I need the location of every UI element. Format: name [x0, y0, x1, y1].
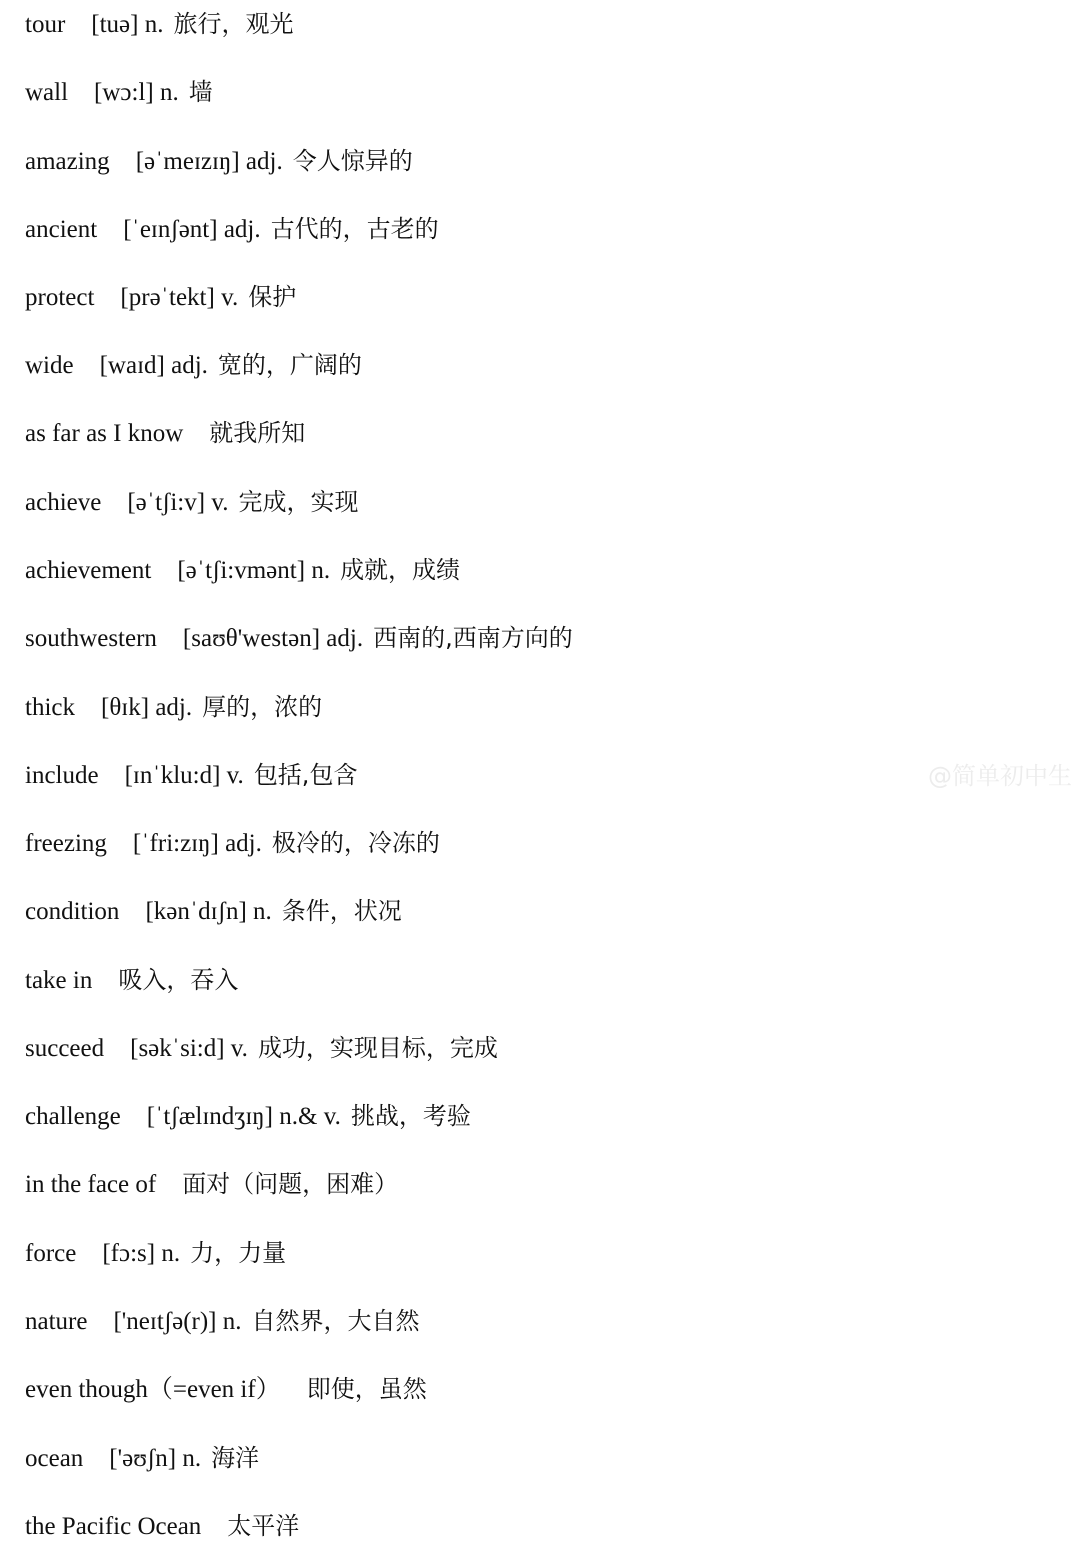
part-of-speech: n.: [253, 898, 272, 925]
part-of-speech: v.: [230, 1035, 248, 1062]
vocab-entry: [25, 277, 296, 317]
definition: 古代的，古老的: [270, 215, 439, 243]
definition: 自然界，大自然: [251, 1307, 420, 1335]
definition: 成功，实现目标，完成: [257, 1034, 498, 1062]
vocab-entry: [25, 1506, 299, 1546]
phonetic: [θɪk]: [101, 694, 150, 721]
vocab-entry: [25, 4, 293, 44]
vocab-entry: [25, 755, 357, 795]
part-of-speech: n.: [144, 11, 164, 38]
vocab-entry: [25, 1369, 427, 1409]
phonetic: ['neɪtʃə(r)]: [113, 1308, 217, 1335]
phonetic: [ˈfri:zɪŋ]: [132, 830, 219, 857]
part-of-speech: v.: [221, 284, 239, 311]
word: protect: [25, 284, 95, 311]
part-of-speech: adj.: [326, 625, 364, 652]
word: as far as I know: [25, 420, 184, 447]
definition: 挑战，考验: [350, 1102, 471, 1130]
vocab-entry: [25, 1233, 286, 1273]
word: wide: [25, 352, 74, 379]
part-of-speech: adj.: [245, 148, 283, 175]
word: take in: [25, 967, 93, 994]
definition: 就我所知: [209, 419, 306, 447]
definition: 即使，虽然: [306, 1375, 427, 1403]
definition: 条件，状况: [281, 897, 402, 925]
vocab-entry: [25, 1164, 398, 1204]
definition: 吸入，吞入: [118, 966, 239, 994]
word: succeed: [25, 1035, 105, 1062]
definition: 墙: [188, 78, 213, 106]
definition: 西南的,西南方向的: [373, 624, 573, 652]
part-of-speech: v.: [226, 762, 244, 789]
part-of-speech: n.: [161, 1240, 181, 1267]
vocab-entry: [25, 550, 460, 590]
vocab-entry: [25, 72, 213, 112]
phonetic: [wɔ:l]: [94, 79, 154, 106]
phonetic: [səkˈsi:d]: [130, 1035, 225, 1062]
phonetic: [saʊθ'westən]: [182, 625, 321, 652]
vocab-entry: [25, 413, 305, 453]
vocab-entry: [25, 687, 322, 727]
definition: 力，力量: [190, 1239, 287, 1267]
definition: 令人惊异的: [292, 147, 413, 175]
part-of-speech: n.: [182, 1445, 202, 1472]
word: freezing: [25, 830, 107, 857]
definition: 宽的，广阔的: [217, 351, 362, 379]
vocab-entry: [25, 960, 238, 1000]
phonetic: [ɪnˈklu:d]: [124, 762, 221, 789]
word: amazing: [25, 148, 110, 175]
word: thick: [25, 694, 75, 721]
part-of-speech: adj.: [223, 216, 261, 243]
vocab-entry: [25, 209, 439, 249]
word: even though（=even if）: [25, 1376, 281, 1403]
part-of-speech: n.& v.: [279, 1103, 341, 1130]
phonetic: [ˈeɪnʃənt]: [123, 216, 218, 243]
vocab-entry: [25, 618, 573, 658]
word: condition: [25, 898, 120, 925]
vocab-entry: [25, 141, 413, 181]
phonetic: [əˈtʃi:vmənt]: [177, 557, 306, 584]
word: achievement: [25, 557, 152, 584]
phonetic: [waɪd]: [99, 352, 165, 379]
part-of-speech: n.: [311, 557, 331, 584]
word: force: [25, 1240, 77, 1267]
word: wall: [25, 79, 69, 106]
word: southwestern: [25, 625, 157, 652]
vocab-entry: [25, 1028, 498, 1068]
vocab-entry: [25, 1096, 471, 1136]
word: nature: [25, 1308, 88, 1335]
phonetic: [prəˈtekt]: [120, 284, 215, 311]
vocab-entry: [25, 482, 358, 522]
part-of-speech: v.: [211, 489, 229, 516]
vocab-entry: [25, 345, 362, 385]
part-of-speech: adj.: [171, 352, 208, 379]
word: in the face of: [25, 1171, 157, 1198]
definition: 海洋: [211, 1444, 260, 1472]
word: challenge: [25, 1103, 121, 1130]
word: ocean: [25, 1445, 84, 1472]
part-of-speech: n.: [222, 1308, 242, 1335]
vocab-entry: [25, 1301, 420, 1341]
phonetic: [tuə]: [91, 11, 139, 38]
word: tour: [25, 11, 66, 38]
part-of-speech: n.: [160, 79, 179, 106]
word: ancient: [25, 216, 98, 243]
vocab-entry: [25, 891, 402, 931]
definition: 面对（问题，困难）: [182, 1170, 399, 1198]
phonetic: [əˈmeɪzɪŋ]: [135, 148, 240, 175]
phonetic: [əˈtʃi:v]: [127, 489, 206, 516]
definition: 成就，成绩: [340, 556, 461, 584]
phonetic: [fɔ:s]: [102, 1240, 156, 1267]
phonetic: ['əʊʃn]: [109, 1445, 177, 1472]
definition: 厚的，浓的: [202, 693, 323, 721]
definition: 包括,包含: [253, 761, 358, 789]
part-of-speech: adj.: [155, 694, 193, 721]
definition: 极冷的，冷冻的: [271, 829, 440, 857]
vocab-entry: [25, 823, 440, 863]
watermark-text: @简单初中生: [928, 762, 1072, 790]
definition: 旅行，观光: [173, 10, 294, 38]
word: the Pacific Ocean: [25, 1513, 202, 1540]
word: achieve: [25, 489, 102, 516]
part-of-speech: adj.: [225, 830, 262, 857]
vocab-entry: [25, 1438, 259, 1478]
word: include: [25, 762, 99, 789]
phonetic: [kənˈdɪʃn]: [145, 898, 247, 925]
definition: 完成，实现: [238, 488, 359, 516]
definition: 太平洋: [227, 1512, 300, 1540]
phonetic: [ˈtʃælɪndʒɪŋ]: [146, 1103, 274, 1130]
definition: 保护: [248, 283, 297, 311]
